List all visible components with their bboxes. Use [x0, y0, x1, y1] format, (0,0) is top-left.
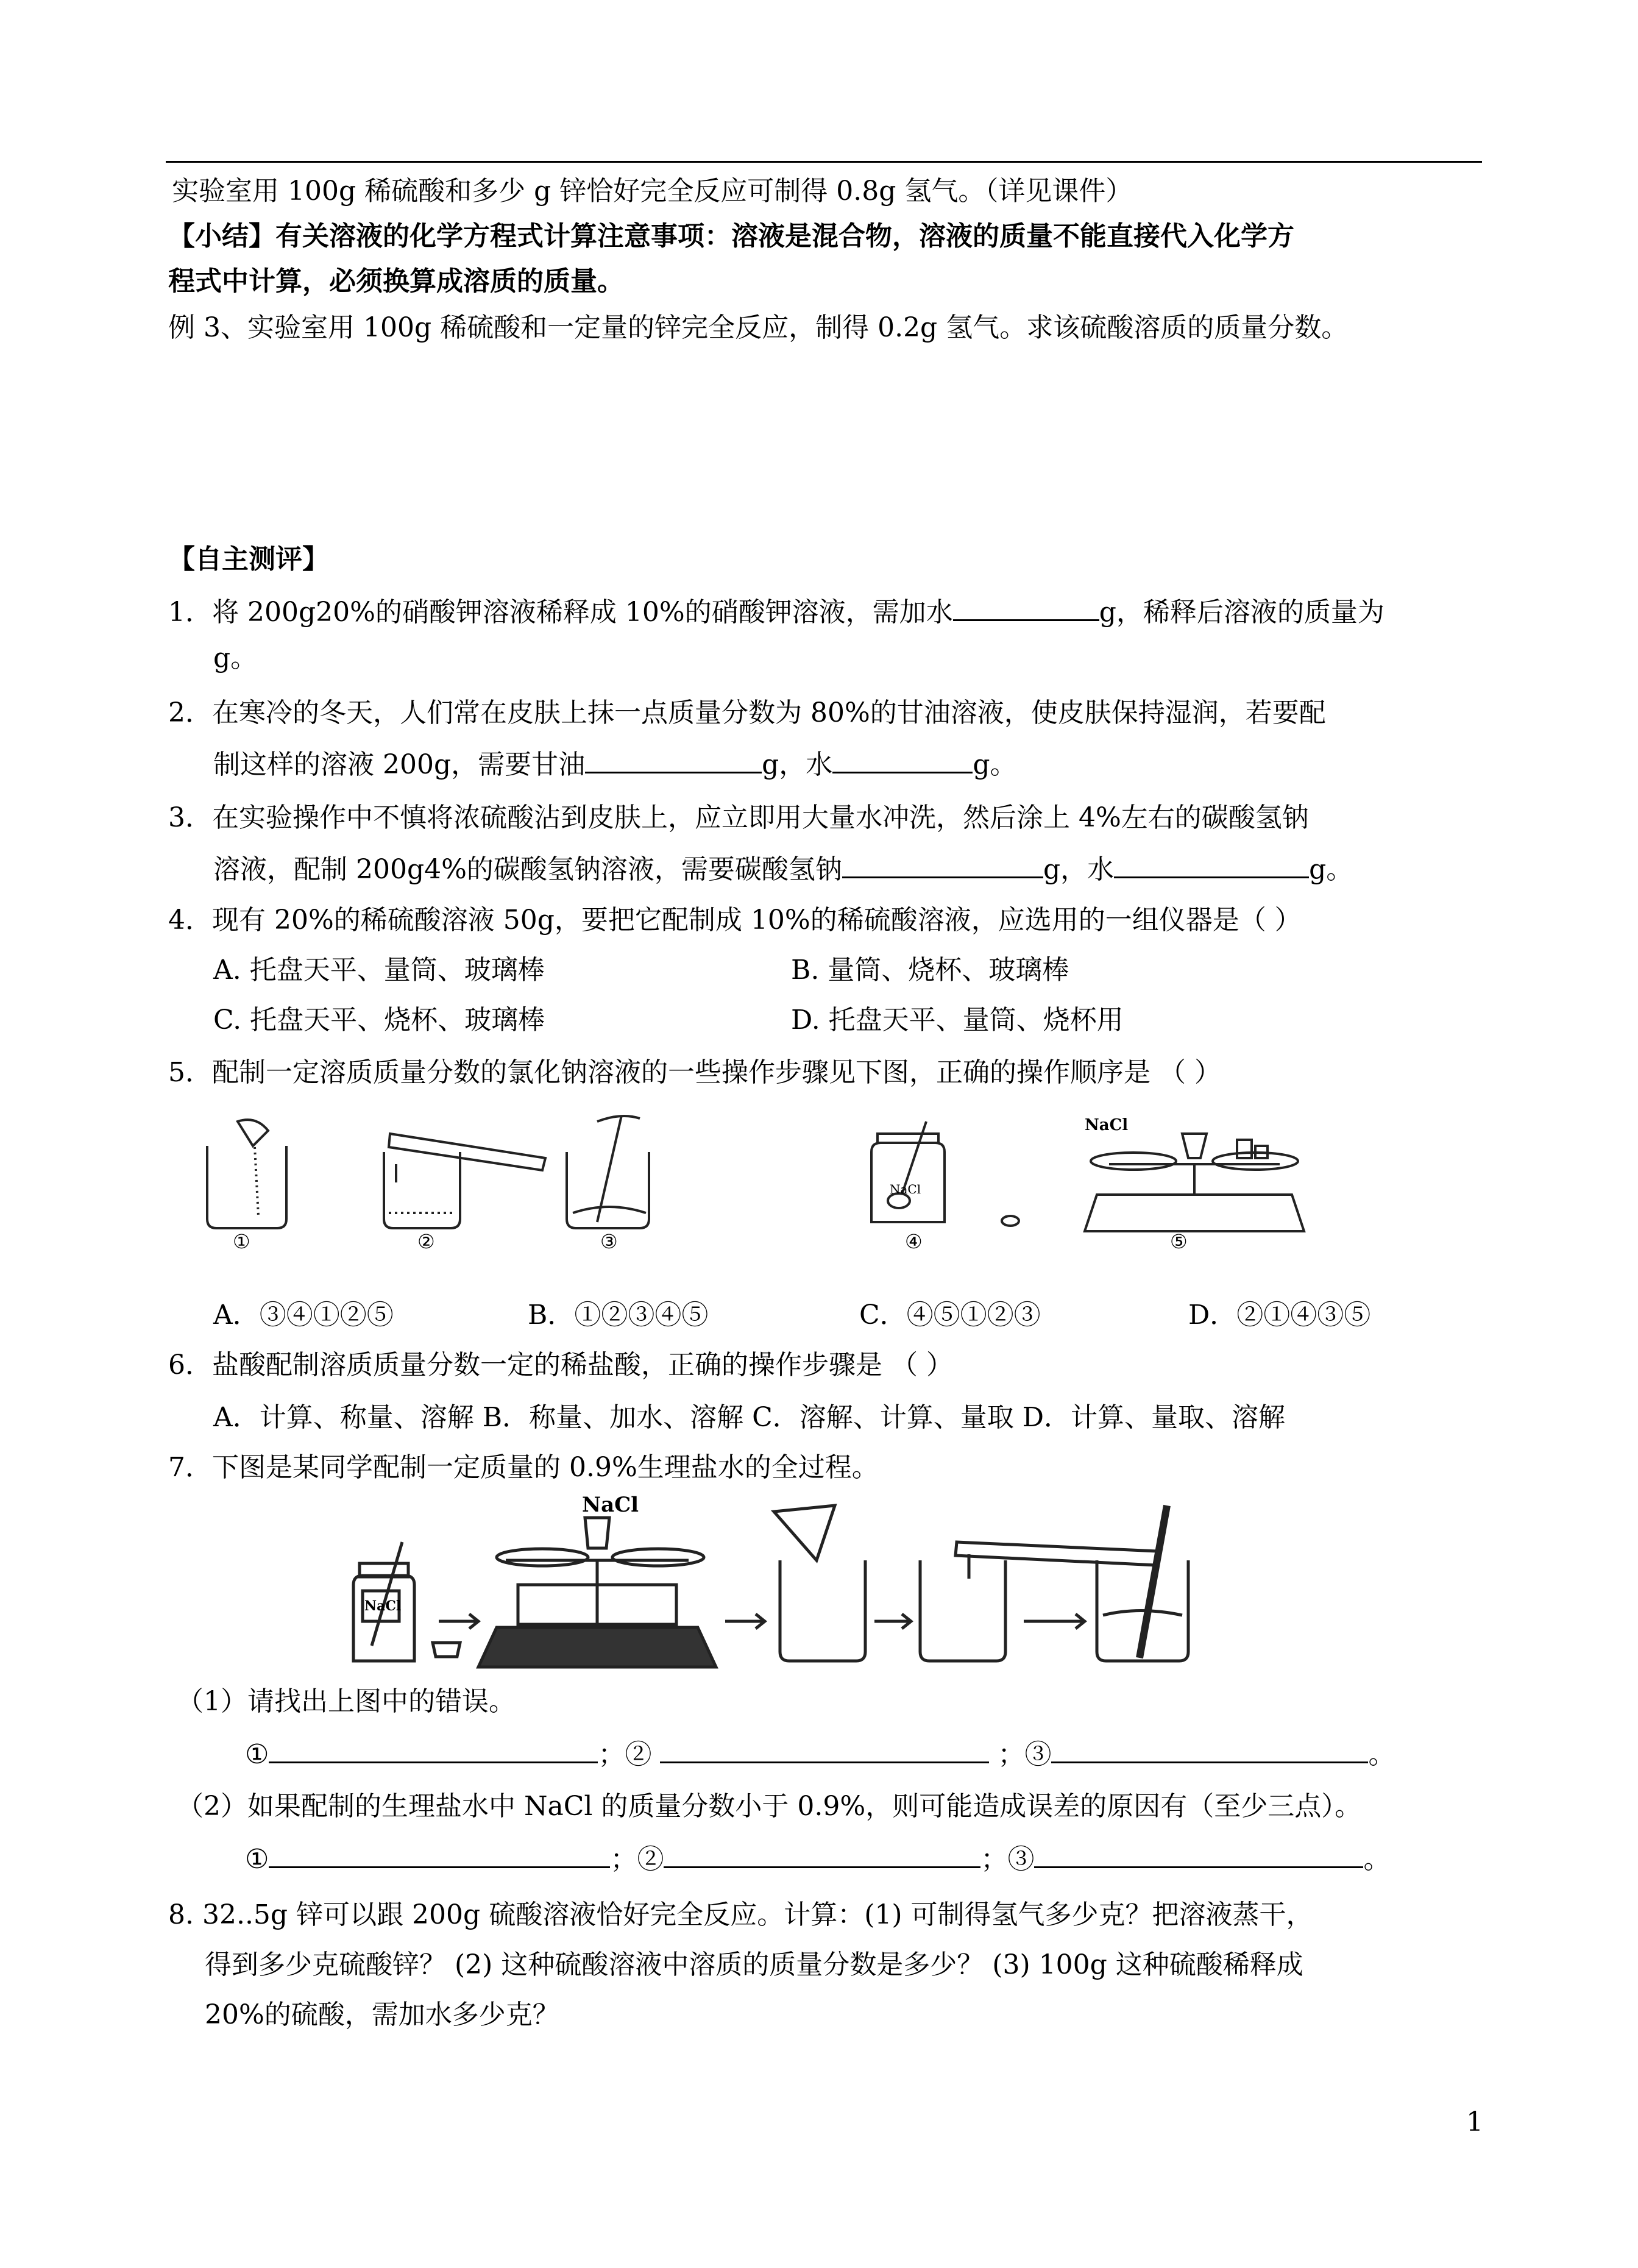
q6-stem: 6．盐酸配制溶质质量分数一定的稀盐酸，正确的操作步骤是 （ ）: [168, 1349, 953, 1381]
q1-text-a: 1．将 200g20%的硝酸钾溶液稀释成 10%的硝酸钾溶液，需加水: [168, 597, 953, 628]
q7-fig-beaker-2: [920, 1560, 1005, 1661]
q5-figure: [195, 1109, 1377, 1250]
q7-p2-blank-1[interactable]: [269, 1840, 610, 1868]
q5-option-a: A．③④①②⑤: [213, 1299, 394, 1331]
q2-text-b: 制这样的溶液 200g，需要甘油: [213, 749, 586, 780]
q7-fig-beaker-1: [780, 1560, 865, 1661]
q1-text-c: g。: [213, 642, 258, 674]
q3-text-d: g。: [1309, 854, 1353, 885]
q7-p2-mark-3: ；③: [980, 1844, 1035, 1875]
q7-p2-mark-2: ；②: [610, 1844, 664, 1875]
q5-fig2-cylinder: [389, 1134, 545, 1170]
q4-option-b: B. 量筒、烧杯、玻璃棒: [791, 954, 1069, 986]
q5-fig1-beaker: [207, 1146, 286, 1228]
q8-line-2: 得到多少克硫酸锌？ (2) 这种硫酸溶液中溶质的质量分数是多少？ (3) 100g 这种硫酸稀释成: [205, 1949, 1303, 1980]
q5-option-d: D．②①④③⑤: [1188, 1299, 1371, 1331]
q7-stem: 7．下图是某同学配制一定质量的 0.9%生理盐水的全过程。: [168, 1452, 879, 1483]
q5-fig2-beaker: [384, 1152, 460, 1228]
q7-p2-blank-3[interactable]: [1034, 1840, 1363, 1868]
q5-fig-label-4: ④: [905, 1230, 923, 1250]
q8-line-1: 8. 32..5g 锌可以跟 200g 硫酸溶液恰好完全反应。计算：(1) 可制得氢气多少克？把溶液蒸干，: [168, 1899, 1313, 1930]
q5-fig-label-1: ①: [233, 1230, 250, 1250]
q5-fig-label-5: ⑤: [1170, 1230, 1188, 1250]
q5-stem: 5．配制一定溶质质量分数的氯化钠溶液的一些操作步骤见下图，正确的操作顺序是 （ ）: [168, 1057, 1221, 1088]
q3-line-2: [213, 850, 1353, 888]
q7-p1-blank-2[interactable]: [660, 1735, 989, 1763]
q2-line-1: 2．在寒冷的冬天，人们常在皮肤上抹一点质量分数为 80%的甘油溶液，使皮肤保持湿润，若要配: [168, 697, 1326, 728]
q1-blank-1[interactable]: [953, 592, 1099, 621]
q7-part-1-blanks: [245, 1735, 1395, 1773]
q7-figure: [347, 1493, 1310, 1670]
q5-fig-nacl-label: NaCl: [1085, 1116, 1129, 1134]
q5-fig-label-3: ③: [600, 1230, 618, 1250]
q2-text-d: g。: [973, 749, 1017, 780]
q7-p1-mark-1: ①: [245, 1739, 269, 1770]
example-3: 例 3、实验室用 100g 稀硫酸和一定量的锌完全反应，制得 0.2g 氢气。求该硫酸溶质的质量分数。: [168, 312, 1349, 343]
q7-part-2: （2）如果配制的生理盐水中 NaCl 的质量分数小于 0.9%，则可能造成误差的原因有（至少三点）。: [177, 1791, 1362, 1822]
q7-p1-mark-3: ；③: [998, 1739, 1052, 1770]
q7-fig-thermometer: [1140, 1505, 1167, 1658]
section-title: 【自主测评】: [168, 544, 329, 575]
q1-text-b: g，稀释后溶液的质量为: [1099, 597, 1384, 628]
q5-option-c: C．④⑤①②③: [859, 1299, 1041, 1331]
q1-line: [168, 592, 1384, 631]
q4-option-a: A. 托盘天平、量筒、玻璃棒: [213, 954, 545, 986]
q1-line-2: [213, 640, 257, 677]
top-rule: [166, 161, 1482, 163]
q7-part-1: （1）请找出上图中的错误。: [177, 1686, 516, 1717]
q7-part-2-blanks: [245, 1840, 1390, 1878]
q7-fig-cylinder: [956, 1542, 1158, 1565]
q5-fig4-nacl-label: NaCl: [890, 1182, 921, 1196]
q7-p2-mark-1: ①: [245, 1844, 269, 1875]
q2-blank-glycerin[interactable]: [585, 745, 762, 773]
q6-options: A．计算、称量、溶解 B．称量、加水、溶解 C．溶解、计算、量取 D．计算、量取、溶解: [213, 1402, 1286, 1433]
q3-blank-water[interactable]: [1114, 850, 1309, 878]
summary-line-1: 【小结】有关溶液的化学方程式计算注意事项：溶液是混合物，溶液的质量不能直接代入化学方: [168, 221, 1294, 252]
q4-stem: 4．现有 20%的稀硫酸溶液 50g，要把它配制成 10%的稀硫酸溶液，应选用的一组仪器是（ ）: [168, 905, 1302, 936]
q5-option-b: B．①②③④⑤: [528, 1299, 709, 1331]
q5-fig-label-2: ②: [417, 1230, 435, 1250]
q3-line-1: 3．在实验操作中不慎将浓硫酸沾到皮肤上，应立即用大量水冲洗，然后涂上 4%左右的碳酸氢钠: [168, 802, 1309, 833]
q7-p1-blank-3[interactable]: [1051, 1735, 1368, 1763]
q7-p1-mark-4: 。: [1368, 1739, 1395, 1770]
q7-p1-blank-1[interactable]: [269, 1735, 598, 1763]
q4-option-d: D. 托盘天平、量筒、烧杯用: [791, 1004, 1124, 1036]
q2-blank-water[interactable]: [832, 745, 973, 773]
q3-text-b: 溶液，配制 200g4%的碳酸氢钠溶液，需要碳酸氢钠: [213, 854, 842, 885]
q2-text-c: g，水: [762, 749, 833, 780]
intro-line: 实验室用 100g 稀硫酸和多少 g 锌恰好完全反应可制得 0.8g 氢气。（详见课件）: [172, 176, 1133, 207]
q3-text-c: g，水: [1043, 854, 1115, 885]
q2-line-2: [213, 745, 1016, 783]
q7-p2-mark-4: 。: [1363, 1844, 1391, 1875]
q4-option-c: C. 托盘天平、烧杯、玻璃棒: [213, 1004, 545, 1036]
q7-fig-balance: [478, 1627, 716, 1667]
summary-line-2: 程式中计算，必须换算成溶质的质量。: [168, 266, 624, 297]
q7-p2-blank-2[interactable]: [664, 1840, 980, 1868]
q7-fig-nacl-label: NaCl: [582, 1493, 639, 1517]
q8-line-3: 20%的硫酸，需加水多少克？: [205, 1999, 559, 2030]
q5-fig1-paper: [238, 1120, 268, 1146]
q7-p1-mark-2: ；②: [598, 1739, 652, 1770]
q3-blank-nahco3[interactable]: [842, 850, 1043, 878]
q7-fig-jar-label: NaCl: [364, 1598, 402, 1614]
q5-fig3-beaker: [567, 1152, 649, 1228]
page-number: 1: [1466, 2106, 1483, 2138]
q5-fig5-balance: [1085, 1195, 1304, 1231]
